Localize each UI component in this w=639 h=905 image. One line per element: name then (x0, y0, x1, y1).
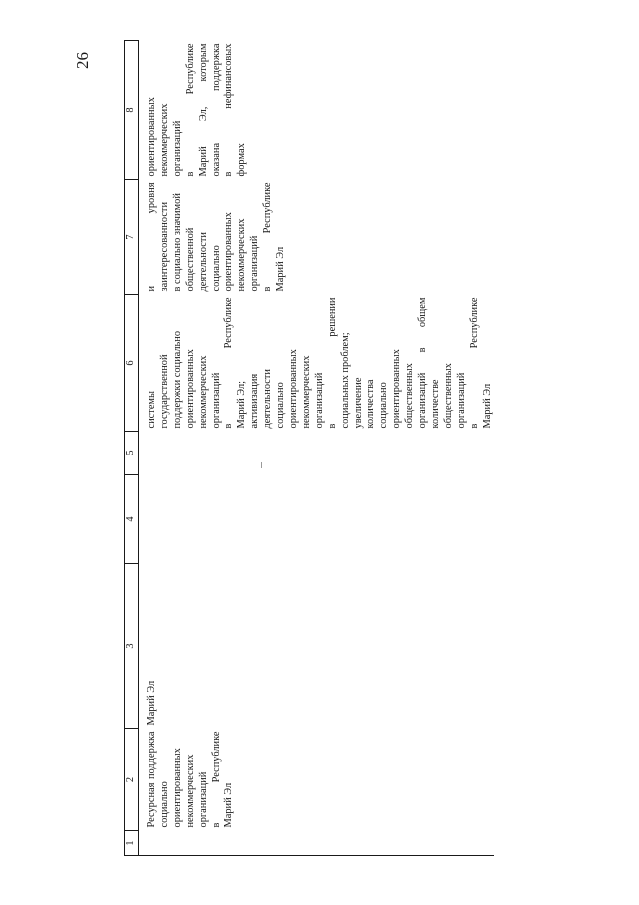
cell-text-line: некоммерческих (236, 218, 248, 292)
cell-text-line: в Республике (210, 731, 222, 828)
cell-text-line: организаций (313, 372, 325, 429)
cell-text-line: государственной (158, 354, 170, 429)
cell-text-line: количестве (429, 379, 441, 429)
document-table (124, 40, 494, 856)
cell-text-line: и уровня (146, 182, 157, 292)
cell-text-line: поддержки социально (171, 330, 183, 429)
cell-text-line: организаций в общем (417, 297, 429, 429)
cell-text-line: организаций (171, 120, 183, 177)
cell-text-line: Марий Эл (481, 383, 493, 429)
column-header: 3 (125, 564, 139, 729)
column-header: 2 (125, 729, 139, 831)
cell-text-line: общественных (442, 363, 454, 429)
cell-text-line: ориентированных (171, 748, 183, 828)
cell-text-line: Ресурсная поддержка (146, 731, 157, 828)
cell-text-line: ориентированных (184, 349, 196, 429)
cell-text-line: Марий Эл (275, 246, 287, 292)
table-cell (139, 432, 495, 475)
cell-text-line: организаций (249, 235, 261, 292)
cell-text-line: количества (365, 379, 377, 429)
cell-text-line: организаций (197, 771, 209, 828)
column-header: 6 (125, 295, 139, 432)
table-row (139, 41, 495, 856)
column-header: 7 (125, 180, 139, 295)
table-cell (139, 180, 495, 295)
cell-text-line: деятельности (197, 232, 209, 292)
column-header: 8 (125, 41, 139, 180)
cell-text-line: системы (146, 391, 157, 429)
table-cell (139, 41, 495, 180)
cell-text-line: ориентированных (146, 97, 157, 177)
scan-speck (261, 462, 262, 468)
cell-text-line: формах (236, 143, 248, 177)
cell-text-line: в решении (326, 297, 338, 429)
column-header: 4 (125, 475, 139, 564)
cell-text-line: ориентированных (223, 212, 235, 292)
cell-text-line: увеличение (352, 377, 364, 429)
cell-text-line: активизация (249, 373, 261, 429)
cell-text-line: некоммерческих (158, 103, 170, 177)
cell-text-line: в Республике (468, 297, 480, 429)
table-cell (139, 475, 495, 564)
cell-text-line: ориентированных (391, 349, 403, 429)
cell-text-line: Марий Эл; (236, 380, 248, 429)
table-cell (139, 729, 495, 831)
table-cell (139, 295, 495, 432)
table-header-row (125, 41, 139, 856)
cell-text-line: в Республике (184, 43, 196, 177)
cell-text-line: организаций (455, 372, 467, 429)
cell-text-line: социально (158, 781, 170, 828)
page-number: 26 (73, 52, 92, 69)
column-header: 5 (125, 432, 139, 475)
cell-text-line: оказана поддержка (210, 43, 222, 177)
cell-text-line: Марий Эл (223, 782, 235, 828)
cell-text-line: в социально значимой (171, 193, 183, 292)
cell-text-line: в Республике (223, 297, 235, 429)
cell-text-line: заинтересованности (158, 201, 170, 292)
cell-text-line: социально (210, 245, 222, 292)
cell-text-line: социально (378, 382, 390, 429)
cell-text-line: деятельности (262, 369, 274, 429)
cell-text-line: некоммерческих (300, 355, 312, 429)
cell-text-line: общественной (184, 227, 196, 292)
cell-text-line: организаций (210, 372, 222, 429)
cell-text-line: ориентированных (287, 349, 299, 429)
column-header: 1 (125, 831, 139, 856)
cell-text-line: социальных проблем; (339, 332, 351, 429)
cell-text-line: некоммерческих (184, 754, 196, 828)
cell-text-line: в нефинансовых (223, 43, 235, 177)
cell-text-line: Марий Эл, которым (197, 43, 209, 177)
table-cell (139, 564, 495, 729)
rotated-table-container (124, 41, 524, 856)
cell-text-line: Марий Эл (146, 680, 157, 726)
cell-text-line: в Республике (262, 182, 274, 292)
cell-text-line: общественных (404, 363, 416, 429)
cell-text-line: некоммерческих (197, 355, 209, 429)
table-cell (139, 831, 495, 856)
cell-text-line: социально (275, 382, 287, 429)
